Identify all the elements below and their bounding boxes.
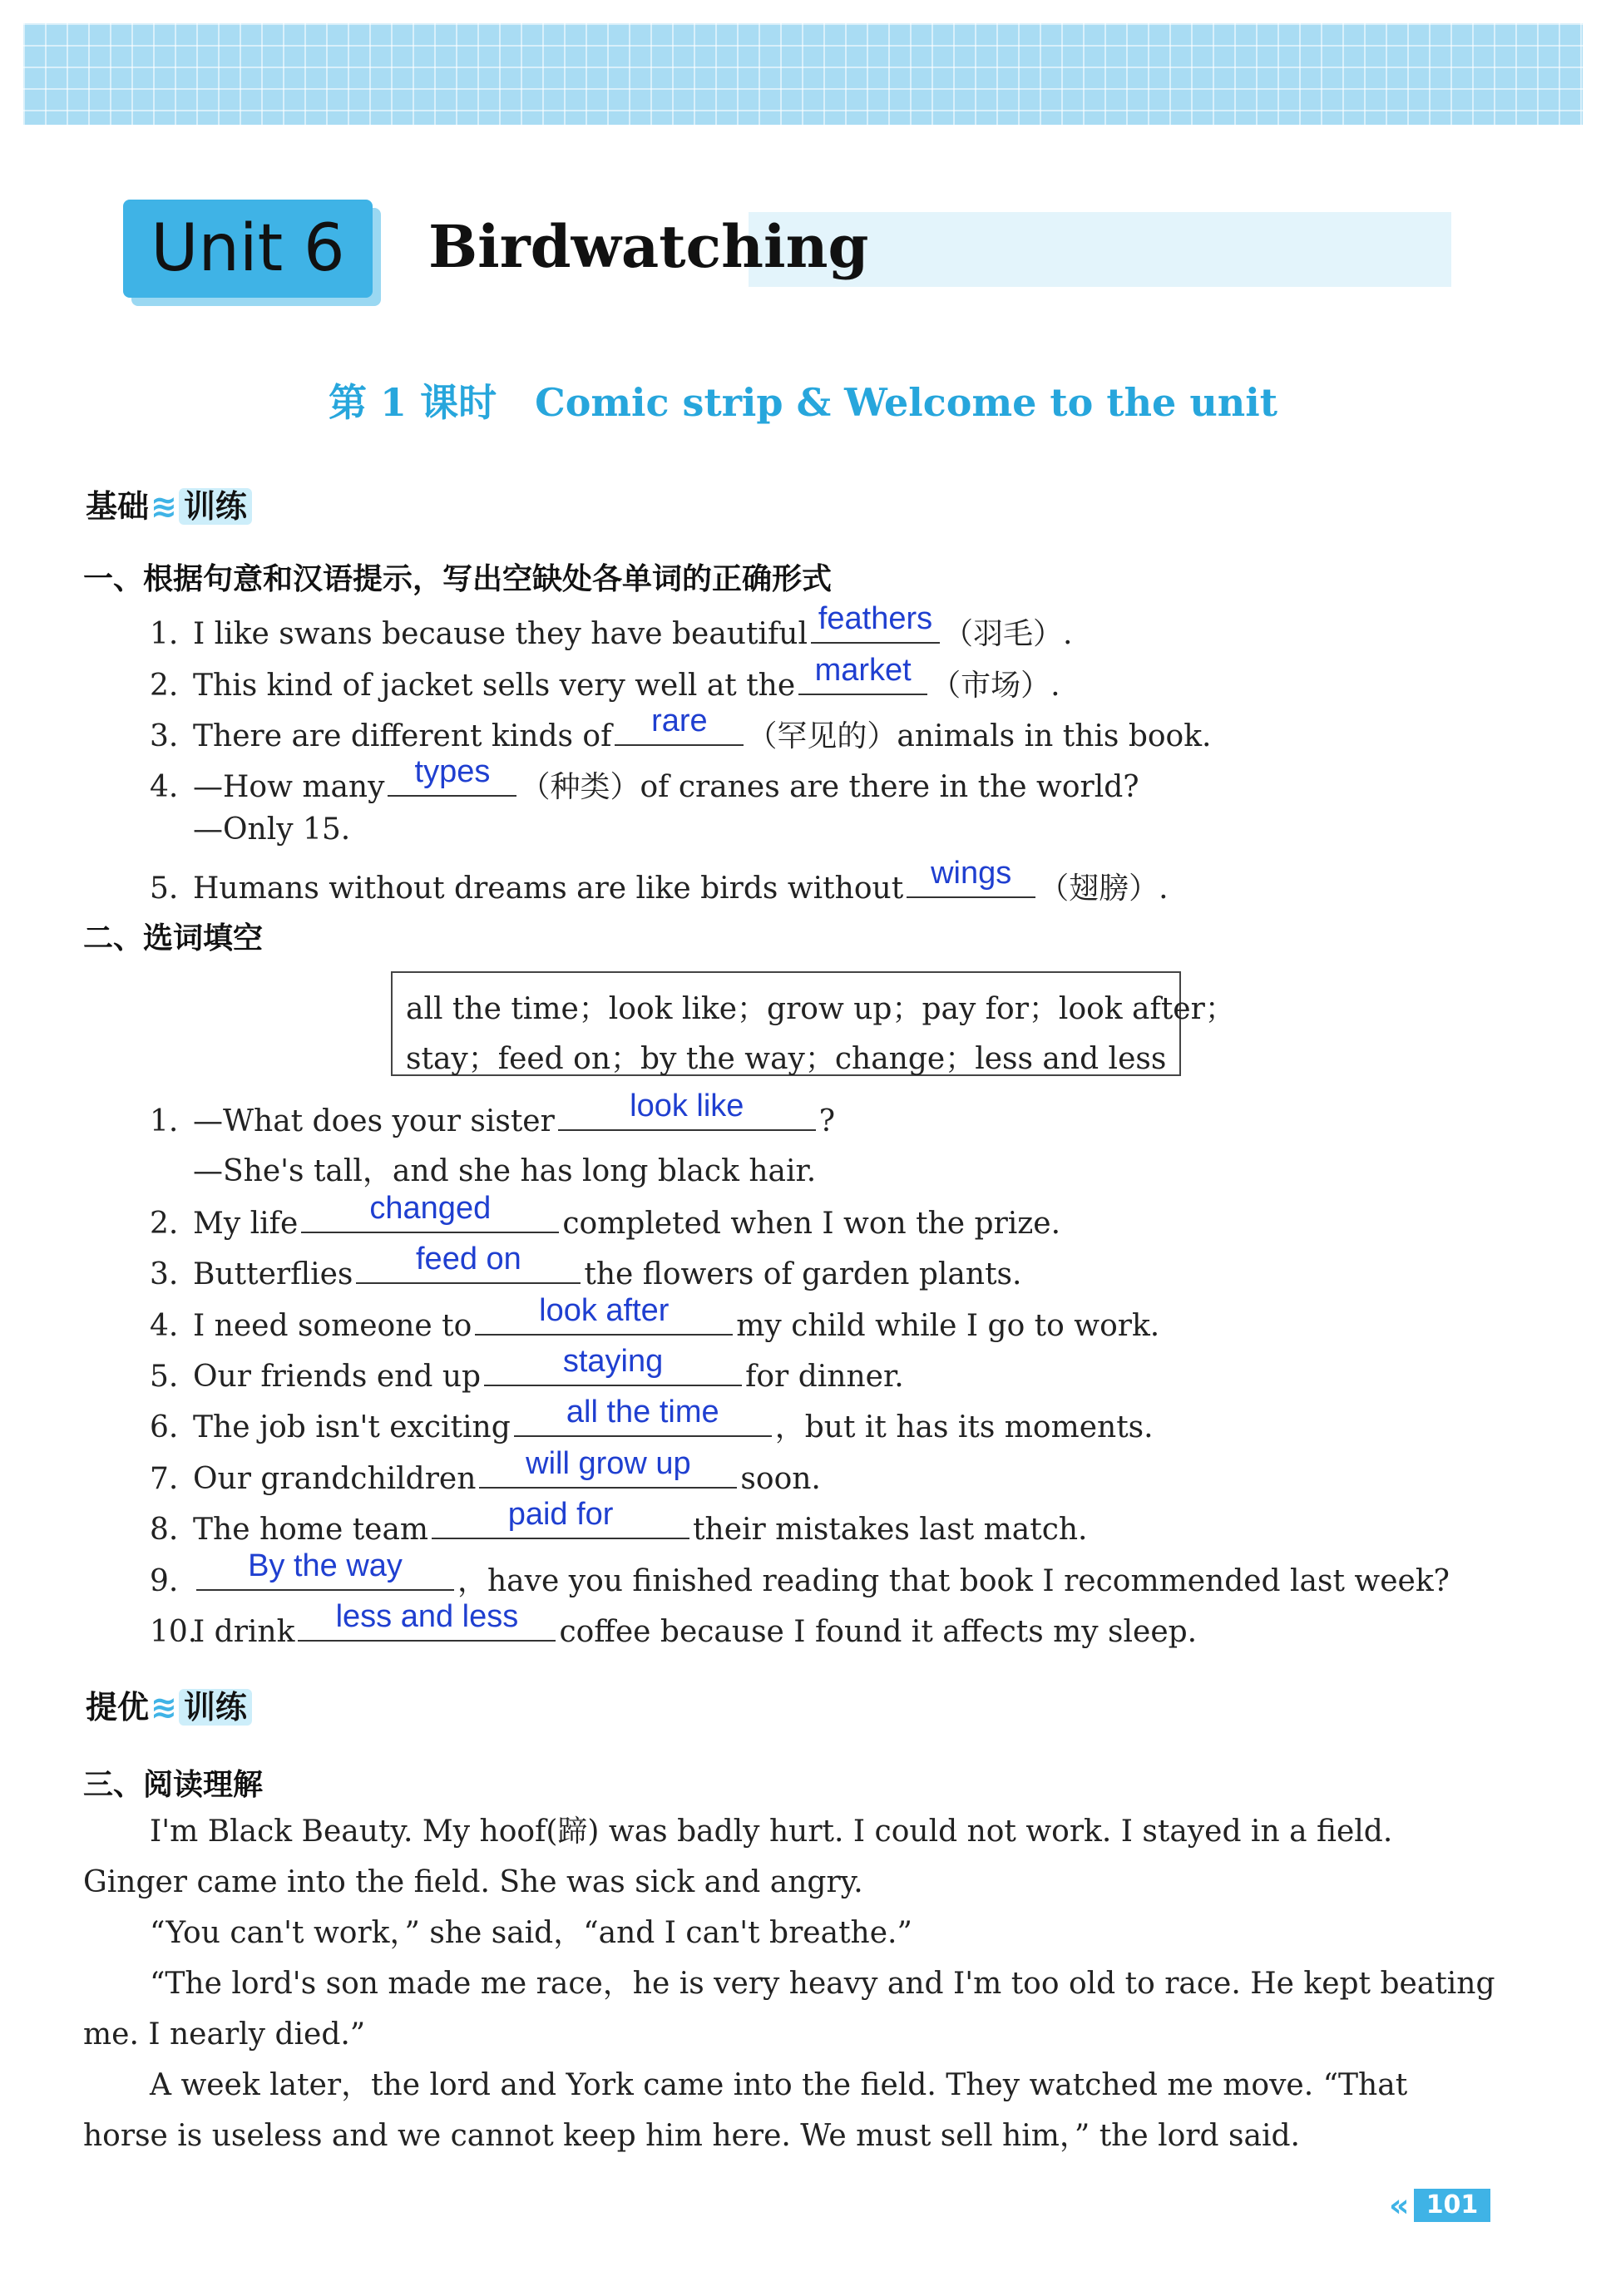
answer-text: types bbox=[414, 754, 491, 789]
answer-blank[interactable] bbox=[558, 1089, 816, 1131]
tag-text-a: 基础 bbox=[86, 488, 150, 525]
exercise-line bbox=[150, 1089, 836, 1138]
item-text-after: （市场）. bbox=[931, 669, 1060, 703]
item-text-before: Butterflies bbox=[193, 1257, 353, 1291]
item-text-after: ，but it has its moments. bbox=[774, 1410, 1154, 1444]
item-text-after: my child while I go to work. bbox=[736, 1309, 1160, 1343]
item-text-after: （翅膀）. bbox=[1039, 871, 1169, 906]
answer-blank[interactable] bbox=[196, 1548, 454, 1591]
item-text-before: My life bbox=[193, 1207, 299, 1241]
answer-blank[interactable] bbox=[356, 1242, 581, 1284]
exercise-line bbox=[150, 1344, 904, 1394]
exercise-line bbox=[150, 1191, 1061, 1241]
exercise-line bbox=[150, 856, 1169, 907]
item-text-after: the flowers of garden plants. bbox=[584, 1257, 1022, 1291]
answer-blank[interactable] bbox=[514, 1395, 772, 1437]
word-bank-line: all the time；look like；grow up；pay for；look after； bbox=[406, 992, 1235, 1026]
item-number: 2. bbox=[150, 669, 179, 703]
answer-text: feathers bbox=[818, 601, 933, 636]
reading-paragraph: I'm Black Beauty. My hoof(蹄) was badly hurt. I could not work. I stayed in a field. Ginger came into the field. She was sick and angry. bbox=[83, 1815, 1393, 1899]
item-text-before: The home team bbox=[193, 1513, 429, 1547]
answer-blank[interactable] bbox=[298, 1599, 556, 1642]
item-number: 4. bbox=[150, 1309, 179, 1343]
wave-icon: ≋ bbox=[151, 1689, 177, 1726]
answer-blank[interactable] bbox=[432, 1497, 689, 1539]
exercise-line bbox=[150, 1497, 1088, 1547]
item-number: 2. bbox=[150, 1207, 179, 1241]
answer-blank[interactable] bbox=[475, 1293, 733, 1336]
item-text-after: soon. bbox=[740, 1462, 821, 1496]
exercise-line bbox=[150, 653, 1060, 704]
exercise-line bbox=[150, 754, 1139, 806]
item-number: 6. bbox=[150, 1410, 179, 1444]
answer-blank[interactable] bbox=[615, 704, 744, 746]
section-tag-advanced bbox=[86, 1681, 252, 1727]
word-bank bbox=[391, 971, 1235, 1076]
item-text-after: （罕见的）animals in this book. bbox=[747, 719, 1212, 753]
exercise-line bbox=[150, 601, 1073, 653]
item-number: 8. bbox=[150, 1513, 179, 1547]
answer-blank[interactable] bbox=[388, 754, 516, 797]
exercise-line bbox=[150, 1242, 1022, 1291]
item-text-before: Humans without dreams are like birds without bbox=[193, 871, 904, 906]
exercise-line bbox=[193, 1148, 816, 1190]
header-grid-band bbox=[23, 23, 1583, 125]
page-number: 101 bbox=[1414, 2189, 1490, 2222]
tag-text-b: 训练 bbox=[179, 1689, 252, 1726]
item-text-after: for dinner. bbox=[745, 1360, 904, 1394]
answer-text: staying bbox=[562, 1344, 664, 1379]
item-text-before: Our grandchildren bbox=[193, 1462, 477, 1496]
answer-text: less and less bbox=[335, 1599, 519, 1634]
part3-heading: 三、阅读理解 bbox=[83, 1768, 264, 1802]
part1-heading: 一、根据句意和汉语提示，写出空缺处各单词的正确形式 bbox=[83, 562, 833, 596]
wave-icon: ≋ bbox=[151, 488, 177, 525]
answer-text: paid for bbox=[507, 1497, 614, 1532]
unit-badge bbox=[123, 200, 373, 298]
reading-paragraph: A week later，the lord and York came into the field. They watched me move. “That horse is useless and we cannot keep him here. We must sell him，” the lord said. bbox=[83, 2068, 1408, 2153]
answer-text: will grow up bbox=[526, 1446, 691, 1481]
item-number: 10. bbox=[150, 1615, 198, 1649]
item-text-before: I like swans because they have beautiful bbox=[193, 617, 808, 651]
item-number: 7. bbox=[150, 1462, 179, 1496]
answer-text: By the way bbox=[248, 1548, 403, 1583]
lesson-title: 第 1 课时 Comic strip & Welcome to the unit bbox=[329, 380, 1277, 425]
item-text-after: their mistakes last match. bbox=[693, 1513, 1088, 1547]
item-number: 1. bbox=[150, 1104, 179, 1138]
item-number: 4. bbox=[150, 770, 179, 804]
item-text-before: The job isn't exciting bbox=[193, 1410, 511, 1444]
answer-text: changed bbox=[369, 1191, 492, 1226]
item-number: 1. bbox=[150, 617, 179, 651]
item-text-after: （种类）of cranes are there in the world? bbox=[520, 770, 1139, 804]
section-tag-basic bbox=[86, 481, 252, 526]
reading-paragraph: “The lord's son made me race，he is very heavy and I'm too old to race. He kept beating me. I nearly died.” bbox=[83, 1967, 1495, 2052]
exercise-line bbox=[150, 1599, 1198, 1649]
item-number: 9. bbox=[150, 1564, 179, 1598]
word-bank-line: stay；feed on；by the way；change；less and less bbox=[406, 1042, 1167, 1076]
unit-title: Birdwatching bbox=[428, 212, 869, 281]
answer-text: rare bbox=[651, 704, 708, 738]
item-text-after: coffee because I found it affects my sleep. bbox=[559, 1615, 1198, 1649]
exercise-line bbox=[150, 1548, 1450, 1600]
item-number: 5. bbox=[150, 871, 179, 906]
item-number: 5. bbox=[150, 1360, 179, 1394]
exercise-line bbox=[150, 1446, 821, 1496]
item-text-before: —Only 15. bbox=[193, 812, 351, 847]
item-text-before: There are different kinds of bbox=[193, 719, 612, 753]
answer-text: look after bbox=[539, 1293, 670, 1328]
answer-blank[interactable] bbox=[479, 1446, 737, 1489]
exercise-line bbox=[150, 1395, 1154, 1446]
answer-text: look like bbox=[630, 1089, 744, 1123]
reading-paragraph: “You can't work，” she said，“and I can't breathe.” bbox=[150, 1916, 912, 1950]
chevron-left-icon: « bbox=[1389, 2187, 1410, 2224]
item-text-before: —She's tall，and she has long black hair. bbox=[193, 1154, 817, 1188]
answer-blank[interactable] bbox=[811, 601, 940, 644]
item-text-before: —What does your sister bbox=[193, 1104, 555, 1138]
part2-heading: 二、选词填空 bbox=[83, 921, 264, 955]
item-text-before: —How many bbox=[193, 770, 385, 804]
item-text-after: （羽毛）. bbox=[942, 617, 1073, 651]
item-text-after: ? bbox=[818, 1104, 836, 1138]
item-number: 3. bbox=[150, 1257, 179, 1291]
answer-blank[interactable] bbox=[907, 856, 1035, 898]
item-text-after: completed when I won the prize. bbox=[562, 1207, 1061, 1241]
answer-text: all the time bbox=[566, 1395, 719, 1429]
exercise-line bbox=[150, 1293, 1160, 1343]
answer-text: market bbox=[814, 653, 912, 688]
answer-blank[interactable] bbox=[484, 1344, 742, 1386]
item-text-before: I need someone to bbox=[193, 1309, 472, 1343]
answer-text: wings bbox=[931, 856, 1012, 891]
tag-text-a: 提优 bbox=[86, 1689, 150, 1726]
exercise-line bbox=[193, 812, 350, 847]
item-text-before: Our friends end up bbox=[193, 1360, 482, 1394]
exercise-line bbox=[150, 704, 1212, 755]
answer-blank[interactable] bbox=[301, 1191, 559, 1233]
unit-label: Unit 6 bbox=[151, 211, 345, 286]
answer-blank[interactable] bbox=[798, 653, 927, 695]
item-text-before: This kind of jacket sells very well at the bbox=[193, 669, 796, 703]
item-text-after: ，have you finished reading that book I recommended last week? bbox=[457, 1564, 1450, 1598]
tag-text-b: 训练 bbox=[179, 488, 252, 525]
item-text-before: I drink bbox=[193, 1615, 295, 1649]
answer-text: feed on bbox=[416, 1242, 521, 1276]
item-number: 3. bbox=[150, 719, 179, 753]
